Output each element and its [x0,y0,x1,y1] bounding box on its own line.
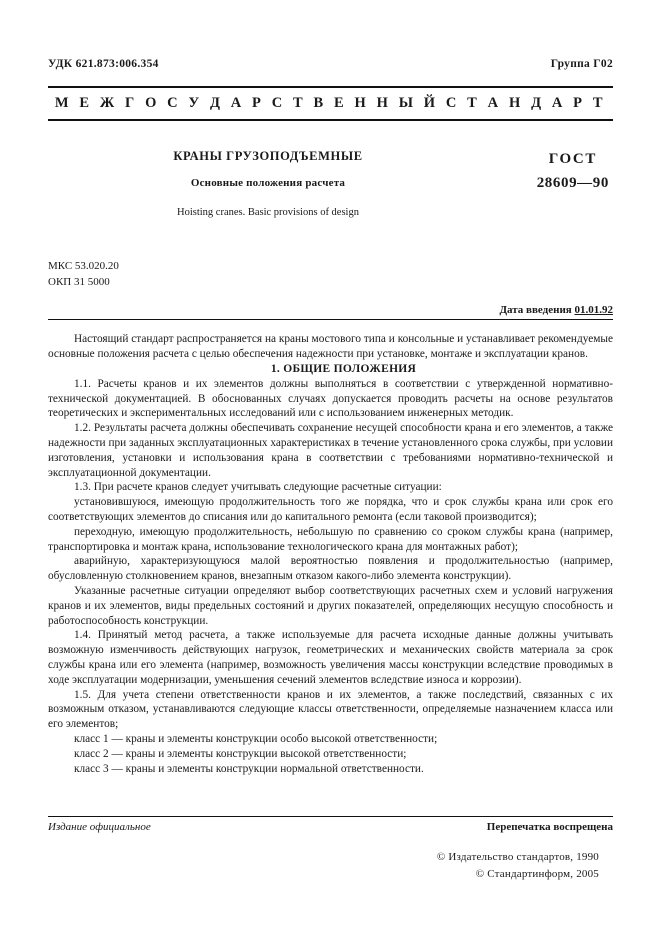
gost-designation [537,151,609,192]
introduction-date-label: Дата введения [499,304,572,317]
clause-1-1: 1.1. Расчеты кранов и их элементов должны выполняться в соответствии с утвержденной нормативно-технической документацией. В обоснованных случаях допускается проводить расчеты на основе результатов теоретических и экспериментальных исследований или с использованием инженерных методик. [48,377,613,420]
standard-banner-text: М Е Ж Г О С У Д А Р С Т В Е Н Н Ы Й С Т А Н Д А Р Т [54,95,607,111]
udk-code: УДК 621.873:006.354 [48,58,159,70]
clause-1-4: 1.4. Принятый метод расчета, а также используемые для расчета исходные данные должны учитывать возможную изменчивость действующих нагрузок, геометрических и механических свойств материала за срок службы крана или его элемента (например, возможность увеличения массы конструкции вследствие проводимых в ходе эксплуатации модернизации, уменьшения сечений элементов вследствие износа и коррозии). [48,629,613,686]
title-block [48,149,613,245]
copyright-block [48,849,613,882]
mks-code: МКС 53.020.20 [48,260,119,272]
document-title-english: Hoisting cranes. Basic provisions of design [177,207,359,218]
class-2-item: класс 2 — краны и элементы конструкции высокой ответственности; [74,747,407,760]
title-left [48,149,478,218]
clause-1-3-item-c: аварийную, характеризующуюся малой вероятностью появления и продолжительностью (например, обусловленную столкновением кранов, внезапным отказом какого-либо элемента конструкции). [48,555,613,583]
gost-label: ГОСТ [548,151,597,167]
okp-code: ОКП 31 5000 [48,275,110,288]
footer-divider [48,816,613,817]
document-title: КРАНЫ ГРУЗОПОДЪЕМНЫЕ [173,149,363,163]
document-body [48,332,613,776]
clause-1-3: 1.3. При расчете кранов следует учитывать следующие расчетные ситуации: [74,481,442,494]
section-heading-1: 1. ОБЩИЕ ПОЛОЖЕНИЯ [270,362,417,375]
class-1-item: класс 1 — краны и элементы конструкции особо высокой ответственности; [74,733,438,745]
lead-paragraph: Настоящий стандарт распространяется на краны мостового типа и консольные и устанавливает рекомендуемые основные положения расчета с целью обеспечения надежности при установке, монтаже и эксплуатации кранов. [48,333,613,361]
footer-reprint-note: Перепечатка воспрещена [486,821,613,833]
clause-1-3-item-b: переходную, имеющую продолжительность, небольшую по сравнению со сроком службы крана (например, транспортировка и монтаж крана, использование технологического крана для монтажных работ); [48,525,613,553]
page-header [48,58,613,70]
introduction-date-row [48,304,613,320]
clause-1-5: 1.5. Для учета степени ответственности кранов и их элементов, а также последствий, связанных с их возможным отказом, устанавливаются следующие классы ответственности, определяемые назначением класса или его элементов; [48,688,613,731]
class-3-item: класс 3 — краны и элементы конструкции нормальной ответственности. [74,762,424,775]
copyright-line-1: © Издательство стандартов, 1990 [436,851,599,863]
clause-1-3-item-a: установившуюся, имеющую продолжительность того же порядка, что и срок службы крана или срок его соответствующих элементов до списания или до капитального ремонта (если таковой производится); [48,496,613,524]
introduction-date-value: 01.01.92 [574,304,613,317]
classification-codes [48,259,613,290]
footer-row [48,821,613,833]
clause-1-2: 1.2. Результаты расчета должны обеспечивать сохранение несущей способности крана и его элементов, а также надежности при заданных эксплуатационных характеристиках в течение установленного срока службы, при условии изготовления, установки и использования крана в соответствии с требованиями нормативно-технической и эксплуатационной документации. [48,422,613,479]
clause-1-3-note: Указанные расчетные ситуации определяют выбор соответствующих расчетных схем и условий нагружения кранов и их элементов, виды предельных состояний и других показателей, определяющих несущую способность и работоспособность конструкции. [48,585,613,627]
gost-number: 28609—90 [536,175,609,191]
copyright-line-2: © Стандартинформ, 2005 [475,867,599,880]
standard-banner [48,86,613,121]
page-footer [48,816,613,882]
group-code: Группа Г02 [550,58,613,70]
document-subtitle: Основные положения расчета [190,177,346,189]
footer-edition-note: Издание официальное [48,821,151,833]
